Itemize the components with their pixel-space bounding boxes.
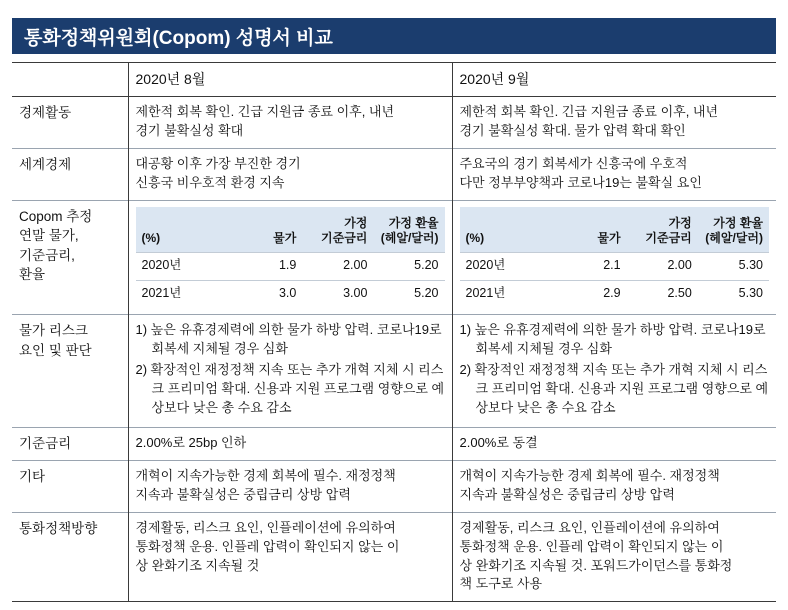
document-title-bar <box>12 18 776 54</box>
estimates-header-row <box>136 207 445 253</box>
row-label-policy-direction: 통화정책방향 <box>12 512 128 601</box>
estimates-fx: 5.20 <box>373 253 444 281</box>
row-label-line: 환율 <box>19 267 46 283</box>
estimates-header-fx <box>373 207 444 253</box>
estimates-row <box>460 280 770 307</box>
header-line: 기준금리 <box>645 231 692 246</box>
cell-line: 2.00%로 25bp 인하 <box>135 434 247 450</box>
estimates-header-rate <box>302 207 373 253</box>
cell-economic-activity-aug <box>128 97 452 149</box>
row-label-policy-rate: 기준금리 <box>12 427 128 461</box>
header-line: 가정 <box>344 216 368 231</box>
header-line: (헤알/달러) <box>705 231 763 246</box>
page-title: 통화정책위원회(Copom) 성명서 비교 <box>24 27 333 49</box>
row-label-global-economy: 세계경제 <box>12 148 128 200</box>
cell-line: 경제활동, 리스크 요인, 인플레이션에 유의하여 <box>135 519 396 535</box>
cell-line: 대공황 이후 가장 부진한 경기 <box>135 155 301 171</box>
cell-other-sep <box>452 461 776 513</box>
row-label-line: 연말 물가, <box>19 228 79 244</box>
cell-inflation-risk-aug <box>128 315 452 427</box>
header-line: 가정 환율 <box>713 216 763 231</box>
row-label-line: 물가 리스크 <box>19 323 88 339</box>
cell-estimates-aug <box>128 200 452 315</box>
cell-policy-direction-aug <box>128 512 452 601</box>
estimates-cpi: 3.0 <box>237 280 302 307</box>
cell-line: 2.00%로 동결 <box>459 434 538 450</box>
header-line: 가정 <box>668 216 692 231</box>
comparison-table <box>12 62 776 602</box>
cell-line: 지속과 불확실성은 중립금리 상방 압력 <box>135 487 351 503</box>
estimates-table-sep <box>460 207 770 308</box>
cell-estimates-sep <box>452 200 776 315</box>
cell-policy-direction-sep <box>452 512 776 601</box>
cell-line: 제한적 회복 확인. 긴급 지원금 종료 이후, 내년 <box>459 104 719 120</box>
header-line: 기준금리 <box>321 231 368 246</box>
cell-line: 경제활동, 리스크 요인, 인플레이션에 유의하여 <box>459 519 720 535</box>
table-row <box>12 97 776 149</box>
estimates-header-cpi: 물가 <box>562 207 627 253</box>
estimates-fx: 5.30 <box>698 280 769 307</box>
row-label-economic-activity: 경제활동 <box>19 105 72 121</box>
table-header <box>12 63 776 97</box>
estimates-header-unit: (%) <box>460 207 562 253</box>
estimates-year: 2021년 <box>136 280 238 307</box>
row-label-other: 기타 <box>12 461 128 513</box>
table-row <box>12 427 776 461</box>
cell-line: 다만 정부부양책과 코로나19는 불확실 요인 <box>459 174 702 190</box>
cell-inflation-risk-sep <box>452 315 776 427</box>
row-label-inflation-risk <box>12 315 128 427</box>
cell-line: 개혁이 지속가능한 경제 회복에 필수. 재정정책 <box>135 468 396 484</box>
cell-global-economy-aug <box>128 148 452 200</box>
cell-global-economy-sep <box>452 148 776 200</box>
cell-line: 제한적 회복 확인. 긴급 지원금 종료 이후, 내년 <box>135 104 395 120</box>
cell-line: 상 완화기조 지속될 것 <box>135 557 260 573</box>
estimates-year: 2020년 <box>460 253 562 281</box>
table-row <box>12 315 776 427</box>
header-line: 가정 환율 <box>388 216 439 231</box>
estimates-fx: 5.20 <box>373 280 444 307</box>
cell-list-item: 2) 확장적인 재정정책 지속 또는 추가 개혁 지체 시 리스크 프리미엄 확대. 신용과 지원 프로그램 영향으로 예상보다 낮은 총 수요 감소 <box>135 362 445 415</box>
cell-economic-activity-sep <box>452 97 776 149</box>
cell-line: 책 도구로 사용 <box>459 576 543 592</box>
table-row-estimates <box>12 200 776 315</box>
cell-other-aug <box>128 461 452 513</box>
row-label-line: Copom 추정 <box>19 208 93 224</box>
header-col-2020-08: 2020년 8월 <box>128 63 452 97</box>
cell-list-item: 2) 확장적인 재정정책 지속 또는 추가 개혁 지체 시 리스크 프리미엄 확대. 신용과 지원 프로그램 영향으로 예상보다 낮은 총 수요 감소 <box>459 362 769 415</box>
estimates-header-rate <box>627 207 698 253</box>
cell-line: 주요국의 경기 회복세가 신흥국에 우호적 <box>459 155 688 171</box>
cell-line: 개혁이 지속가능한 경제 회복에 필수. 재정정책 <box>459 468 720 484</box>
estimates-row <box>136 280 445 307</box>
estimates-row <box>136 253 445 281</box>
cell-line: 지속과 불확실성은 중립금리 상방 압력 <box>459 487 675 503</box>
estimates-rate: 2.00 <box>627 253 698 281</box>
estimates-fx: 5.30 <box>698 253 769 281</box>
estimates-rate: 2.00 <box>302 253 373 281</box>
estimates-header-cpi: 물가 <box>237 207 302 253</box>
header-blank-cell <box>12 63 128 97</box>
table-row <box>12 512 776 601</box>
table-body <box>12 97 776 602</box>
cell-line: 통화정책 운용. 인플레 압력이 확인되지 않는 이 <box>459 538 724 554</box>
estimates-table-aug <box>136 207 445 308</box>
cell-line: 신흥국 비우호적 환경 지속 <box>135 174 285 190</box>
cell-policy-rate-sep <box>452 427 776 461</box>
estimates-row <box>460 253 770 281</box>
cell-policy-rate-aug <box>128 427 452 461</box>
estimates-header-row <box>460 207 770 253</box>
estimates-header-unit: (%) <box>136 207 238 253</box>
estimates-rate: 2.50 <box>627 280 698 307</box>
cell-line: 상 완화기조 지속될 것. 포워드가이던스를 통화정 <box>459 557 733 573</box>
estimates-cpi: 2.1 <box>562 253 627 281</box>
estimates-header-fx <box>698 207 769 253</box>
table-row <box>12 148 776 200</box>
estimates-year: 2020년 <box>136 253 238 281</box>
estimates-cpi: 2.9 <box>562 280 627 307</box>
estimates-rate: 3.00 <box>302 280 373 307</box>
row-label-line: 요인 및 판단 <box>19 342 92 358</box>
table-header-row <box>12 63 776 97</box>
row-label-copom-estimates <box>12 200 128 315</box>
cell-list-item: 1) 높은 유휴경제력에 의한 물가 하방 압력. 코로나19로 회복세 지체될 경우 심화 <box>459 322 766 357</box>
estimates-cpi: 1.9 <box>237 253 302 281</box>
header-col-2020-09: 2020년 9월 <box>452 63 776 97</box>
cell-line: 경기 불확실성 확대 <box>135 123 244 139</box>
cell-list-item: 1) 높은 유휴경제력에 의한 물가 하방 압력. 코로나19로 회복세 지체될 경우 심화 <box>135 322 442 357</box>
table-row <box>12 461 776 513</box>
cell-line: 경기 불확실성 확대. 물가 압력 확대 확인 <box>459 123 686 139</box>
row-label-line: 기준금리, <box>19 247 75 263</box>
estimates-year: 2021년 <box>460 280 562 307</box>
cell-line: 통화정책 운용. 인플레 압력이 확인되지 않는 이 <box>135 538 400 554</box>
header-line: (헤알/달러) <box>380 231 439 246</box>
